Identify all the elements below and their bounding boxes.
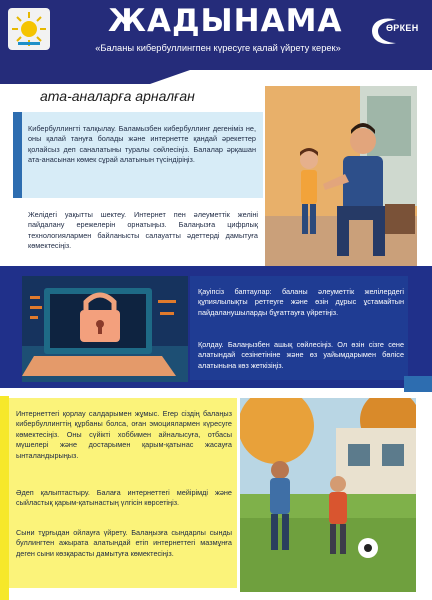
parent-child-illustration <box>265 86 417 266</box>
paragraph-support: Қолдау. Балаңызбен ашық сөйлесіңіз. Ол өзін сізге сене алатындай сезінетініне және өз уайымдарымен бөлісе алатынына көз жеткізіңіз. <box>198 340 404 370</box>
paragraph-discussion: Кибербуллингті талқылау. Баламызбен кибербуллинг дегеніміз не, оны қалай тануға болады және интернетте қандай әрекеттер қолайсыз деп саналатыны туралы сөйлесіңіз. Балалар әрқашан ата-анасынан көмек сұрай алатынын түсіндіріңіз. <box>28 124 256 165</box>
padlock-laptop-illustration <box>22 276 188 382</box>
orken-logo-text: ӨРКЕН <box>386 23 419 33</box>
decorative-corner <box>404 376 432 392</box>
paragraph-bullying-consequences: Интернеттегі қорлау салдарымен жұмыс. Егер сіздің балаңыз кибербуллингтің құрбаны болса, оған эмоциялармен күресуге көмектесіңіз. Оны сүйікті хоббимен айналысуға, отбасы мүшелері және достарымен қарым-қатынас жасауға ынталандырыңыз. <box>16 409 232 460</box>
paragraph-safe-settings: Қауіпсіз баптаулар: баланы әлеуметтік желілердегі құпиялылықты реттеуге және өзін дұрыс ұстамайтын пайдаланушыларды бұғаттауға үйретіңіз. <box>198 287 404 317</box>
page-title: ЖАДЫНАМА <box>108 3 343 39</box>
sun-logo <box>8 8 50 50</box>
page-subtitle: «Баланы кибербуллингпен күресуге қалай үйрету керек» <box>95 43 341 53</box>
paragraph-etiquette: Әдеп қалыптастыру. Балаға интернеттегі мейірімді және сыйластық қарым-қатынастың үлгісін көрсетіңіз. <box>16 488 232 508</box>
kids-football-illustration <box>240 398 416 592</box>
yellow-accent-bar <box>0 396 9 600</box>
paragraph-critical-thinking: Сыни тұрғыдан ойлауға үйрету. Балаңызға сындарлы сынды буллингтен ажырата алатындай етіп интернеттегі мазмұнға деген сыни көзқарасты дамытуға көмектесіңіз. <box>16 528 232 558</box>
audience-label: ата-аналарға арналған <box>40 88 195 104</box>
paragraph-time-limit: Желідегі уақытты шектеу. Интернет пен әлеуметтік желіні пайдалану ережелерін орнатыңыз. Балаңызға цифрлық технологиялармен байланысты салауатты әдеттерді дамытуға көмектесіңіз. <box>28 210 258 251</box>
box-accent-bar <box>13 112 22 198</box>
